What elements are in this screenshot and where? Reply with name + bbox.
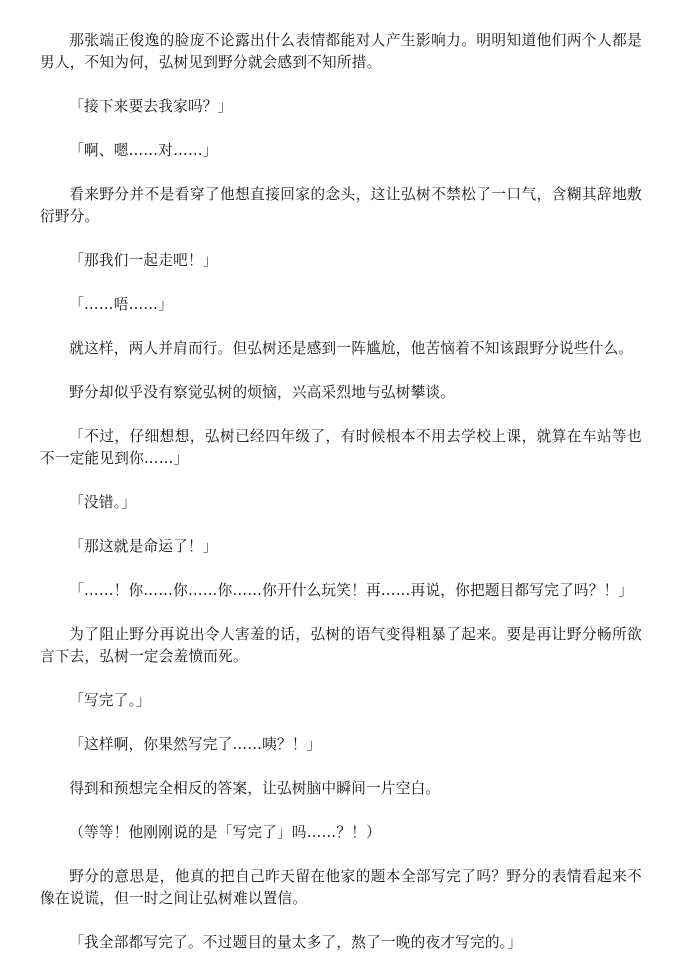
dialogue-line: 「写完了。」 [69, 692, 151, 709]
paragraph: 看来野分并不是看穿了他想直接回家的念头，这让弘树不禁松了一口气，含糊其辞地敷衍野分。 [40, 186, 642, 225]
inner-thought-line: （等等！他刚刚说的是「写完了」吗……？！） [69, 824, 381, 841]
dialogue-line: 「我全部都写完了。不过题目的量太多了，熬了一晚的夜才写完的。」 [69, 934, 523, 951]
dialogue-line: 「没错。」 [69, 494, 137, 511]
paragraph: 野分的意思是，他真的把自己昨天留在他家的题本全部写完了吗？野分的表情看起来不像在说谎，但一时之间让弘树难以置信。 [40, 868, 642, 907]
dialogue-line: 「……唔……」 [69, 296, 174, 313]
paragraph: 为了阻止野分再说出令人害羞的话，弘树的语气变得粗暴了起来。要是再让野分畅所欲言下去，弘树一定会羞愤而死。 [40, 626, 642, 665]
paragraph: 那张端正俊逸的脸庞不论露出什么表情都能对人产生影响力。明明知道他们两个人都是男人，不知为何，弘树见到野分就会感到不知所措。 [40, 32, 642, 71]
paragraph: 野分却似乎没有察觉弘树的烦恼，兴高采烈地与弘树攀谈。 [69, 384, 456, 401]
dialogue-line: 「啊、嗯……对……」 [69, 142, 218, 159]
dialogue-line: 「……！你……你……你……你开什么玩笑！再……再说，你把题目都写完了吗？！」 [69, 582, 634, 599]
dialogue-line: 「这样啊，你果然写完了……咦？！」 [69, 736, 322, 753]
paragraph: 就这样，两人并肩而行。但弘树还是感到一阵尴尬，他苦恼着不知该跟野分说些什么。 [69, 340, 634, 357]
dialogue-line: 「那这就是命运了！」 [69, 538, 218, 555]
dialogue-line: 「那我们一起走吧！」 [69, 252, 218, 269]
dialogue-line: 「接下来要去我家吗？」 [69, 98, 233, 115]
paragraph: 得到和预想完全相反的答案，让弘树脑中瞬间一片空白。 [69, 780, 441, 797]
dialogue-line: 「不过，仔细想想，弘树已经四年级了，有时候根本不用去学校上课，就算在车站等也不一定能见到你……」 [40, 428, 642, 467]
